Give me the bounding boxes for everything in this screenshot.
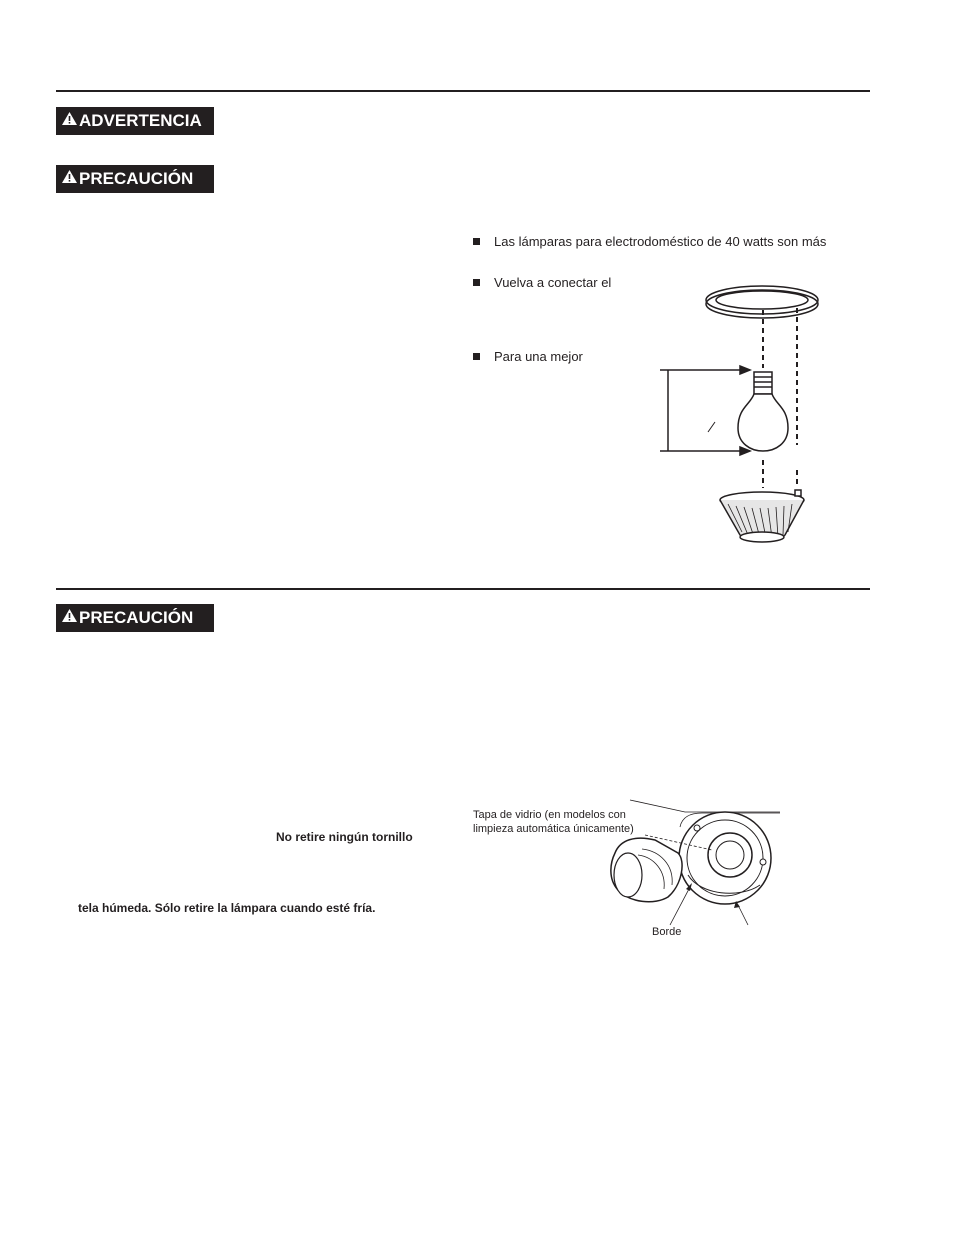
section-divider	[56, 588, 870, 590]
glass-light-cover	[720, 490, 804, 542]
bullet-item: Para una mejor	[473, 349, 583, 365]
instruction-text: No retire ningún tornillo	[276, 830, 413, 844]
caution-label: PRECAUCIÓN	[79, 169, 194, 188]
caution-badge-2	[56, 604, 214, 632]
callout-glass-cover: Tapa de vidrio (en modelos con limpieza automática únicamente)	[473, 809, 634, 835]
bullet-item: Vuelva a conectar el	[473, 275, 611, 291]
callout-rim: Borde	[652, 926, 682, 938]
glass-cover-icon	[611, 838, 682, 902]
warning-label: ADVERTENCIA	[79, 111, 202, 130]
warning-triangle-icon	[62, 164, 77, 192]
warning-triangle-icon	[62, 603, 77, 631]
bulb-replacement-diagram	[650, 280, 830, 550]
oven-light-diagram	[600, 795, 790, 935]
light-housing	[679, 812, 771, 904]
warning-badge	[56, 107, 214, 135]
caution-badge	[56, 165, 214, 193]
top-divider	[56, 90, 870, 92]
instruction-text: tela húmeda. Sólo retire la lámpara cuando esté fría.	[78, 901, 376, 915]
bullet-item: Las lámparas para electrodoméstico de 40 watts son más	[473, 234, 826, 250]
light-bulb-icon	[738, 372, 788, 451]
caution-label-2: PRECAUCIÓN	[79, 608, 194, 627]
dimension-bracket	[660, 366, 750, 455]
warning-triangle-icon	[62, 106, 77, 134]
